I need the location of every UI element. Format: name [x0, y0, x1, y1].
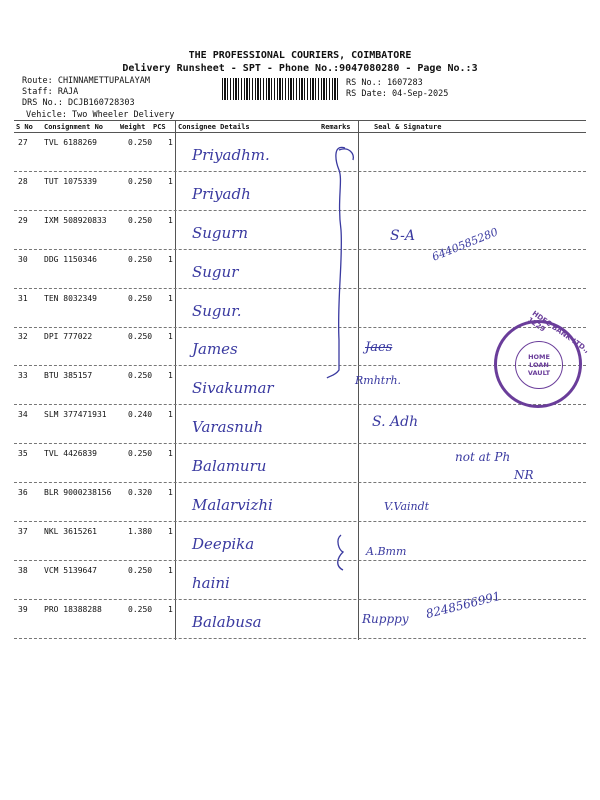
row-pcs: 1 — [168, 294, 173, 303]
signature-37: A.Bmm — [366, 545, 407, 558]
row-sno: 36 — [18, 488, 28, 497]
row-consignment: SLM 377471931 — [44, 410, 107, 419]
row-pcs: 1 — [168, 488, 173, 497]
rs-number: RS No.: 1607283 — [346, 78, 423, 88]
stamp-line-2: LOAN — [529, 361, 549, 369]
row-consignment: TVL 4426839 — [44, 449, 97, 458]
row-consignee: Sivakumar — [192, 379, 274, 397]
row-consignment: PRO 18388288 — [44, 605, 102, 614]
row-divider — [14, 327, 586, 328]
row-consignee: Varasnuh — [192, 418, 264, 436]
row-weight: 0.250 — [128, 177, 153, 186]
row-sno: 39 — [18, 605, 28, 614]
col-seal: Seal & Signature — [374, 123, 442, 131]
row-consignment: NKL 3615261 — [44, 527, 97, 536]
row-consignee: Balabusa — [192, 613, 262, 631]
row-divider — [14, 404, 586, 405]
row-sno: 31 — [18, 294, 28, 303]
signature-36: V.Vaindt — [384, 500, 430, 513]
stamp-line-1: HOME — [528, 353, 550, 361]
row-consignee: Sugurn — [192, 224, 249, 242]
row-weight: 0.320 — [128, 488, 153, 497]
col-weight: Weight — [120, 123, 146, 131]
row-pcs: 1 — [168, 605, 173, 614]
row-divider — [14, 288, 586, 289]
row-consignment: DDG 1150346 — [44, 255, 97, 264]
row-consignment: IXM 508920833 — [44, 216, 107, 225]
note-35-a: not at Ph — [455, 450, 511, 464]
row-divider — [14, 210, 586, 211]
col-pcs: PCS — [153, 123, 166, 131]
row-consignment: DPI 777022 — [44, 332, 93, 341]
row-weight: 1.380 — [128, 527, 153, 536]
col-remarks: Remarks — [321, 123, 351, 131]
row-sno: 28 — [18, 177, 28, 186]
row-weight: 0.250 — [128, 332, 153, 341]
note-35-b: NR — [514, 468, 534, 482]
row-sno: 34 — [18, 410, 28, 419]
row-pcs: 1 — [168, 371, 173, 380]
table-top-rule — [14, 120, 586, 121]
row-pcs: 1 — [168, 566, 173, 575]
phone-39: 8248566991 — [424, 588, 502, 622]
row-divider — [14, 443, 586, 444]
row-sno: 35 — [18, 449, 28, 458]
runsheet-subtitle: Delivery Runsheet - SPT - Phone No.:9047080280 - Page No.:3 — [122, 63, 478, 74]
row-pcs: 1 — [168, 449, 173, 458]
company-title: THE PROFESSIONAL COURIERS, COIMBATORE — [188, 50, 412, 61]
col-consignee: Consignee Details — [178, 123, 250, 131]
row-weight: 0.250 — [128, 371, 153, 380]
stamp-ring-text: HDFC BANK LTD., 1229 — [525, 309, 591, 355]
col-consignment: Consignment No — [44, 123, 104, 131]
row-weight: 0.250 — [128, 449, 153, 458]
drs-number: DRS No.: DCJB160728303 — [22, 98, 135, 108]
row-consignee: Sugur — [192, 263, 239, 281]
col-sno: S No — [16, 123, 33, 131]
row-consignee: James — [192, 340, 238, 358]
row-consignee: Priyadhm. — [192, 146, 270, 164]
row-consignment: VCM 5139647 — [44, 566, 97, 575]
row-weight: 0.250 — [128, 216, 153, 225]
bank-stamp — [494, 309, 591, 408]
row-divider — [14, 638, 586, 639]
stamp-line-3: VAULT — [527, 369, 551, 377]
header-rule — [14, 132, 586, 133]
row-weight: 0.250 — [128, 294, 153, 303]
row-divider — [14, 171, 586, 172]
row-consignment: BTU 385157 — [44, 371, 93, 380]
row-consignee: Deepika — [192, 535, 255, 553]
row-consignee: Malarvizhi — [192, 496, 273, 514]
row-consignee: haini — [192, 574, 230, 592]
signature-39: Rupppy — [362, 612, 409, 626]
row-pcs: 1 — [168, 527, 173, 536]
row-weight: 0.250 — [128, 566, 153, 575]
row-consignee: Sugur. — [192, 302, 242, 320]
row-pcs: 1 — [168, 255, 173, 264]
row-pcs: 1 — [168, 332, 173, 341]
signature-33: Rmhtrh. — [355, 374, 402, 387]
row-pcs: 1 — [168, 177, 173, 186]
row-sno: 30 — [18, 255, 28, 264]
barcode — [222, 78, 340, 100]
signature-34: S. Adh — [372, 414, 419, 430]
row-sno: 29 — [18, 216, 28, 225]
row-sno: 38 — [18, 566, 28, 575]
row-sno: 33 — [18, 371, 28, 380]
vehicle: Vehicle: Two Wheeler Delivery — [26, 110, 175, 120]
rs-date: RS Date: 04-Sep-2025 — [346, 89, 449, 99]
signature-29: S-A — [390, 228, 415, 244]
row-divider — [14, 560, 586, 561]
row-weight: 0.250 — [128, 138, 153, 147]
row-divider — [14, 521, 586, 522]
row-pcs: 1 — [168, 138, 173, 147]
col-separator — [175, 120, 176, 640]
staff: Staff: RAJA — [22, 87, 79, 97]
row-weight: 0.250 — [128, 255, 153, 264]
row-pcs: 1 — [168, 410, 173, 419]
row-pcs: 1 — [168, 216, 173, 225]
row-consignment: BLR 9000238156 — [44, 488, 112, 497]
signature-32: Jaes — [365, 340, 393, 355]
row-sno: 32 — [18, 332, 28, 341]
row-sno: 27 — [18, 138, 28, 147]
row-weight: 0.250 — [128, 605, 153, 614]
row-divider — [14, 249, 586, 250]
row-consignee: Priyadh — [192, 185, 251, 203]
row-consignee: Balamuru — [192, 457, 267, 475]
stamp-center — [515, 341, 563, 389]
row-sno: 37 — [18, 527, 28, 536]
row-divider — [14, 482, 586, 483]
route: Route: CHINNAMETTUPALAYAM — [22, 76, 150, 86]
phone-29: 6440585280 — [430, 225, 500, 264]
row-consignment: TVL 6188269 — [44, 138, 97, 147]
row-consignment: TEN 8032349 — [44, 294, 97, 303]
row-weight: 0.240 — [128, 410, 153, 419]
row-consignment: TUT 1075339 — [44, 177, 97, 186]
